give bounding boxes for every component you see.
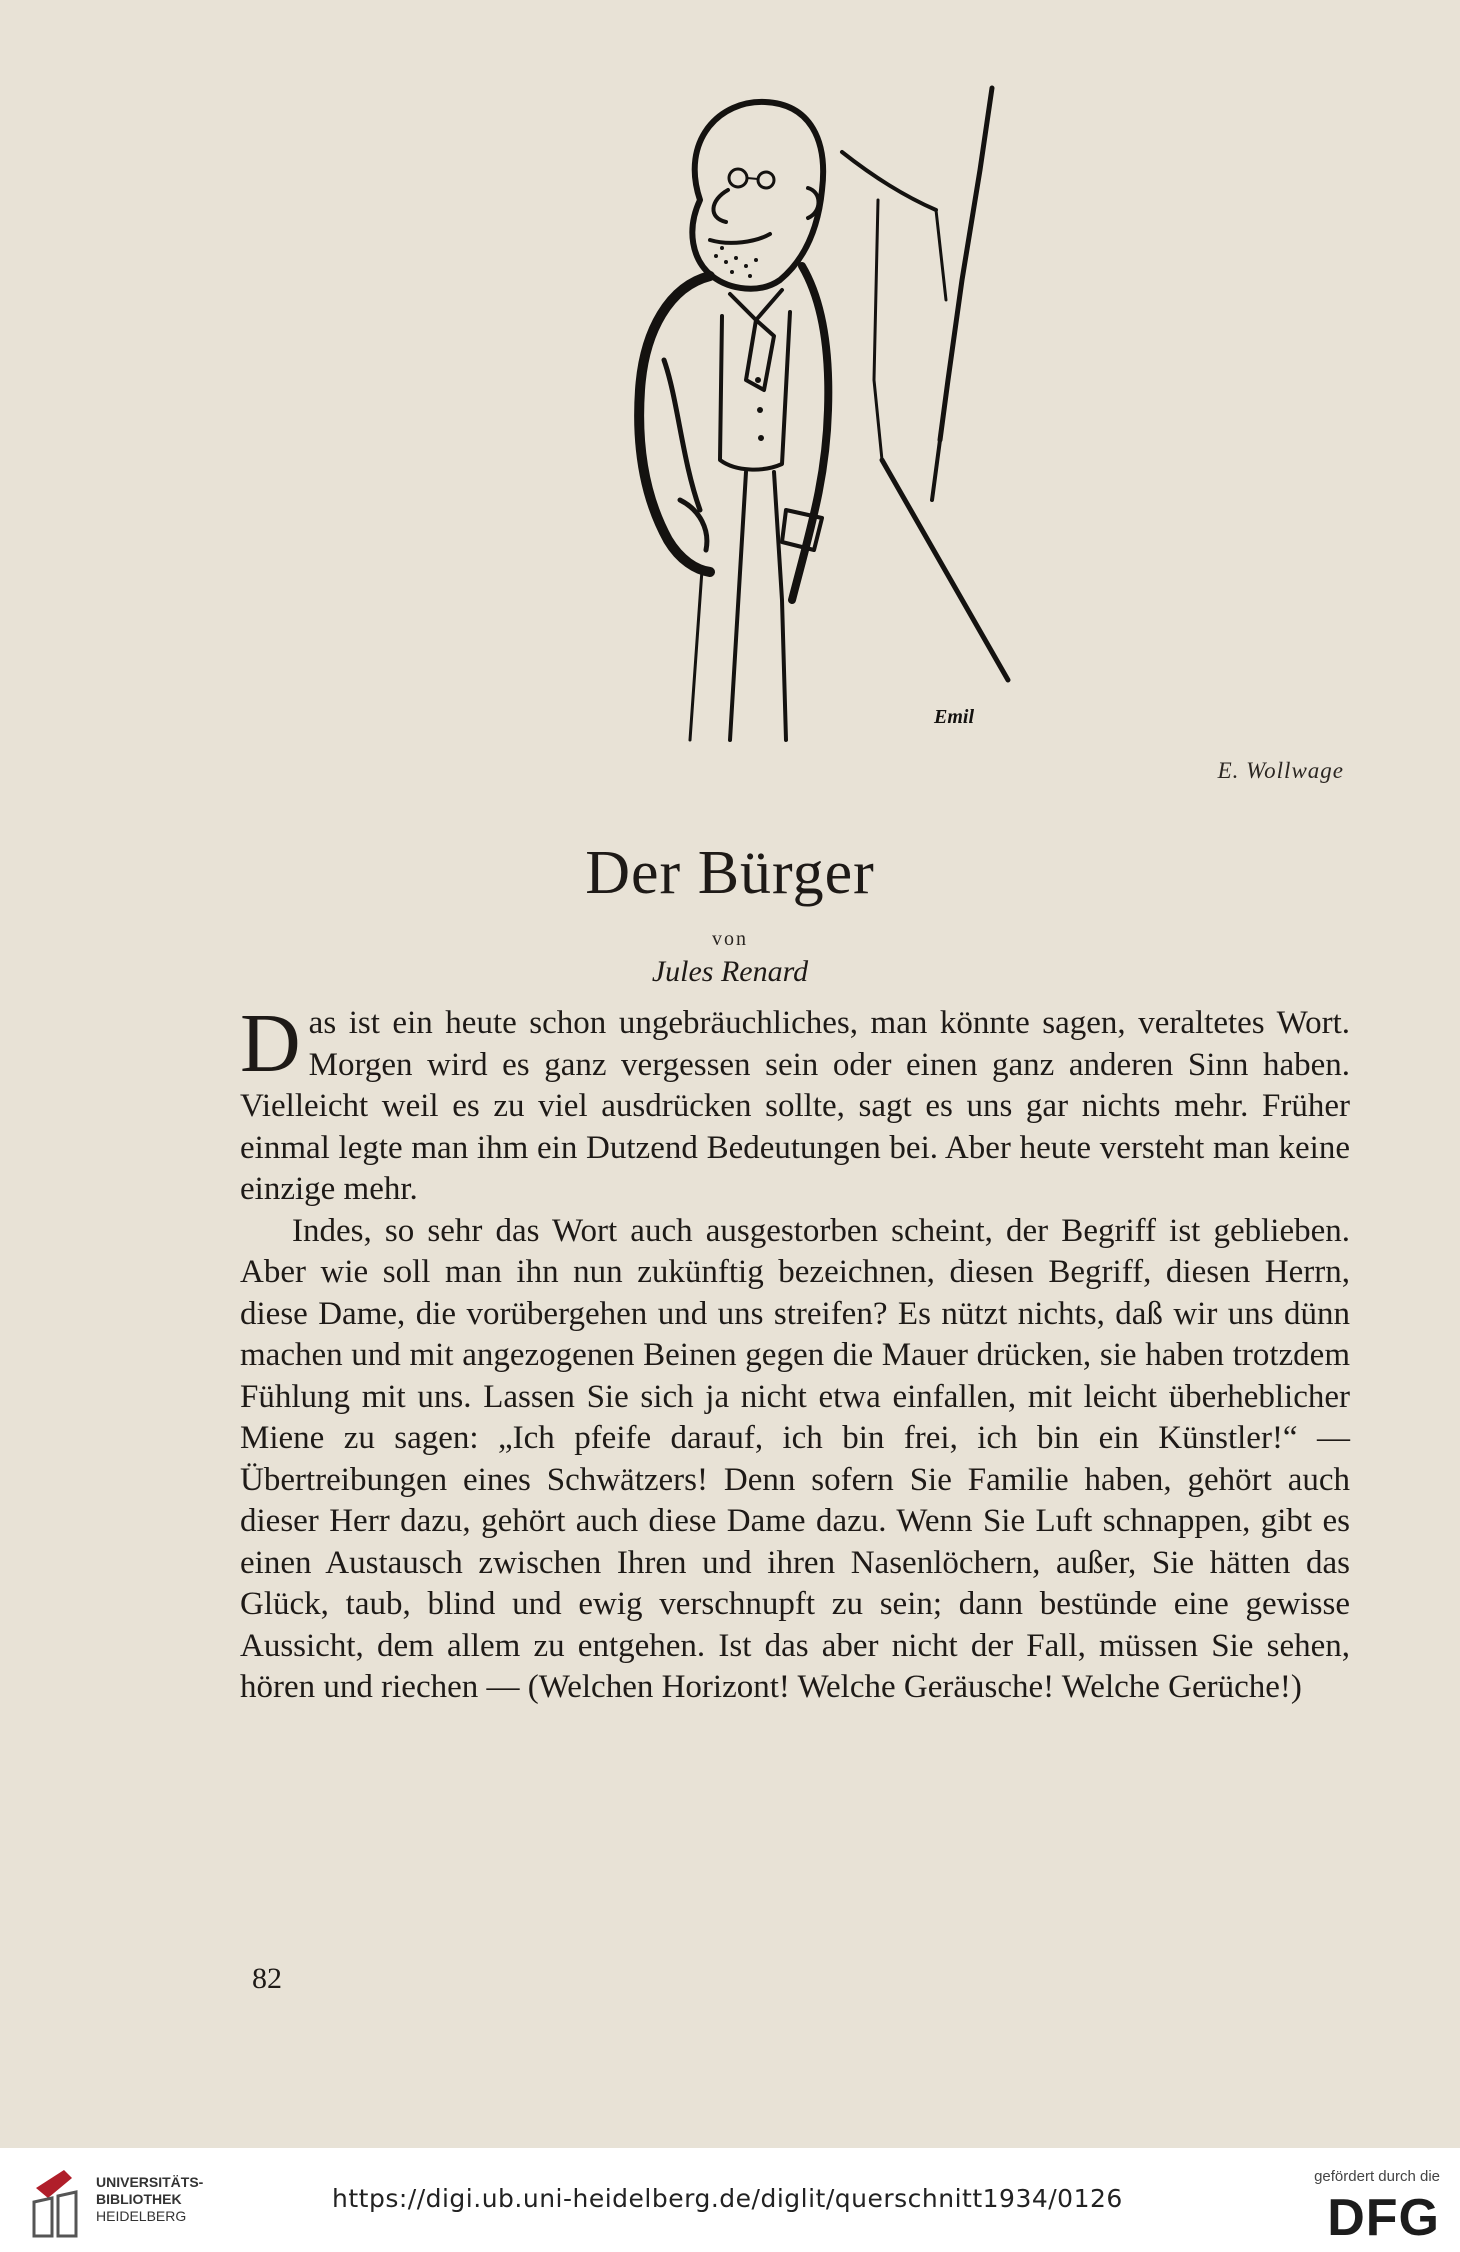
article-author: Jules Renard	[651, 955, 809, 988]
illustration-credit: E. Wollwage	[1217, 758, 1344, 783]
dfg-logo[interactable]: DFG	[1327, 2189, 1440, 2247]
library-logo-icon[interactable]	[28, 2158, 88, 2242]
funding-note: gefördert durch die	[1314, 2168, 1440, 2185]
paragraph-1	[240, 997, 1350, 1211]
viewer-footer	[0, 2148, 1460, 2252]
library-name-line-1: UNIVERSITÄTS-	[96, 2174, 204, 2190]
article-title: Der Bürger	[585, 839, 875, 907]
paragraph-2: Indes, so sehr das Wort auch ausgestorben scheint, der Begriff ist geblieben. Aber wie soll man ihn nun zukünftig bezeichnen, diesen Begriff, diesen Herrn, diese Dame, die vorübergehen und uns streifen? Es nützt nichts, daß wir uns dünn machen und mit angezogenen Beinen gegen die Mauer drücken, sie haben trotzdem Fühlung mit uns. Lassen Sie sich ja nicht etwa einfallen, mit leicht überheblicher Miene zu sagen: „Ich pfeife darauf, ich bin frei, ich bin ein Künstler!“ — Übertreibungen eines Schwätzers! Denn sofern Sie Familie haben, gehört auch dieser Herr dazu, gehört auch diese Dame dazu. Wenn Sie Luft schnappen, gibt es einen Austausch zwischen Ihren und ihren Nasenlöchern, außer, Sie hätten das Glück, taub, blind und ewig verschnupft zu sein; dann bestünde eine gewisse Aussicht, dem allem zu entgehen. Ist das aber nicht der Fall, müssen Sie sehen, hören und riechen — (Welchen Horizont! Welche Geräusche! Welche Gerüche!)	[240, 1212, 1350, 1705]
page-number: 82	[252, 1962, 282, 1995]
library-name-line-3: HEIDELBERG	[96, 2208, 187, 2224]
library-name[interactable]	[96, 2174, 203, 2225]
paragraph-1-text: as ist ein heute schon ungebräuchliches, man könnte sagen, veraltetes Wort. Morgen wird es ganz vergessen sein oder einen ganz anderen Sinn haben. Vielleicht weil es zu viel ausdrücken sollte, sagt es uns gar nichts mehr. Früher einmal legte man ihm ein Dutzend Bedeutungen bei. Aber heute versteht man keine einzige mehr.	[240, 1005, 1350, 1207]
caricature-illustration	[560, 80, 1020, 760]
byline-prefix: von	[712, 928, 748, 950]
permalink-url[interactable]: https://digi.ub.uni-heidelberg.de/diglit/querschnitt1934/0126	[332, 2184, 1123, 2213]
library-name-line-2: BIBLIOTHEK	[96, 2191, 182, 2207]
drop-cap: D	[240, 997, 301, 1090]
article-body	[240, 997, 1350, 1709]
artist-signature: Emil	[934, 706, 975, 728]
